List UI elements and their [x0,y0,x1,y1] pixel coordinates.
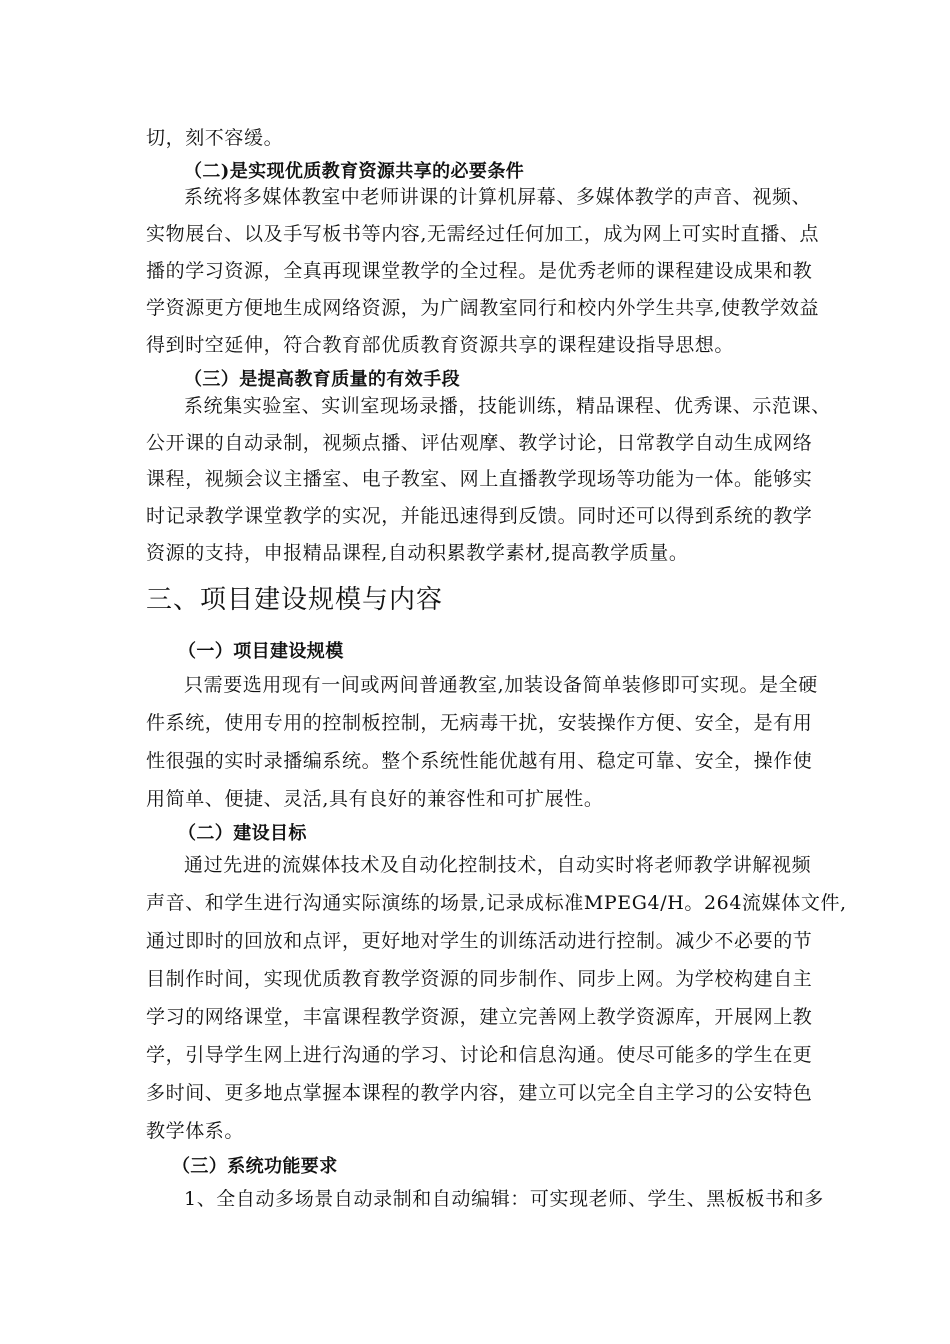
subsection-heading-3: （三）是提高教育质量的有效手段 [184,369,460,390]
paragraph-line: 资源的支持，申报精品课程,自动积累教学素材,提高教学质量。 [146,542,689,564]
paragraph-line: 得到时空延伸，符合教育部优质教育资源共享的课程建设指导思想。 [146,334,735,356]
paragraph-line: 时记录教学课堂教学的实况，并能迅速得到反馈。同时还可以得到系统的教学 [146,505,813,527]
paragraph-line: 1、全自动多场景自动录制和自动编辑：可实现老师、学生、黑板板书和多 [184,1188,824,1210]
paragraph-line: 用简单、便捷、灵活,具有良好的兼容性和可扩展性。 [146,788,604,810]
subsection-heading-req: （三）系统功能要求 [172,1156,338,1177]
subsection-heading-scale: （一）项目建设规模 [178,641,344,662]
subsection-heading-goal: （二）建设目标 [178,823,307,844]
chapter-heading: 三、项目建设规模与内容 [146,585,444,615]
paragraph-line: 性很强的实时录播编系统。整个系统性能优越有用、稳定可靠、安全，操作使 [146,750,813,772]
paragraph-line: 学，引导学生网上进行沟通的学习、讨论和信息沟通。使尽可能多的学生在更 [146,1044,813,1066]
paragraph-line: 播的学习资源，全真再现课堂教学的全过程。是优秀老师的课程建设成果和教 [146,260,813,282]
paragraph-continuation: 切，刻不容缓。 [146,127,284,149]
paragraph-line: 件系统，使用专用的控制板控制，无病毒干扰，安装操作方便、安全，是有用 [146,712,813,734]
paragraph-line: 学资源更方便地生成网络资源，为广阔教室同行和校内外学生共享,使教学效益 [146,297,820,319]
paragraph-line: 课程，视频会议主播室、电子教室、网上直播教学现场等功能为一体。能够实 [146,468,813,490]
paragraph-line: 学习的网络课堂，丰富课程教学资源，建立完善网上教学资源库，开展网上教 [146,1006,813,1028]
paragraph-line: 通过先进的流媒体技术及自动化控制技术，自动实时将老师教学讲解视频 [184,854,812,876]
paragraph-line: 系统将多媒体教室中老师讲课的计算机屏幕、多媒体教学的声音、视频、 [184,186,812,208]
paragraph-line: 声音、和学生进行沟通实际演练的场景,记录成标准MPEG4/H。264流媒体文件, [146,892,847,914]
paragraph-line: 公开课的自动录制，视频点播、评估观摩、教学讨论，日常教学自动生成网络 [146,432,813,454]
paragraph-line: 多时间、更多地点掌握本课程的教学内容，建立可以完全自主学习的公安特色 [146,1082,813,1104]
subsection-heading-2: （二)是实现优质教育资源共享的必要条件 [184,161,525,182]
paragraph-line: 教学体系。 [146,1120,245,1142]
paragraph-line: 实物展台、以及手写板书等内容,无需经过任何加工，成为网上可实时直播、点 [146,223,820,245]
paragraph-line: 只需要选用现有一间或两间普通教室,加装设备简单装修即可实现。是全硬 [184,674,818,696]
paragraph-line: 系统集实验室、实训室现场录播，技能训练，精品课程、优秀课、示范课、 [184,395,831,417]
paragraph-line: 通过即时的回放和点评，更好地对学生的训练活动进行控制。减少不必要的节 [146,930,813,952]
paragraph-line: 目制作时间，实现优质教育教学资源的同步制作、同步上网。为学校构建自主 [146,968,813,990]
